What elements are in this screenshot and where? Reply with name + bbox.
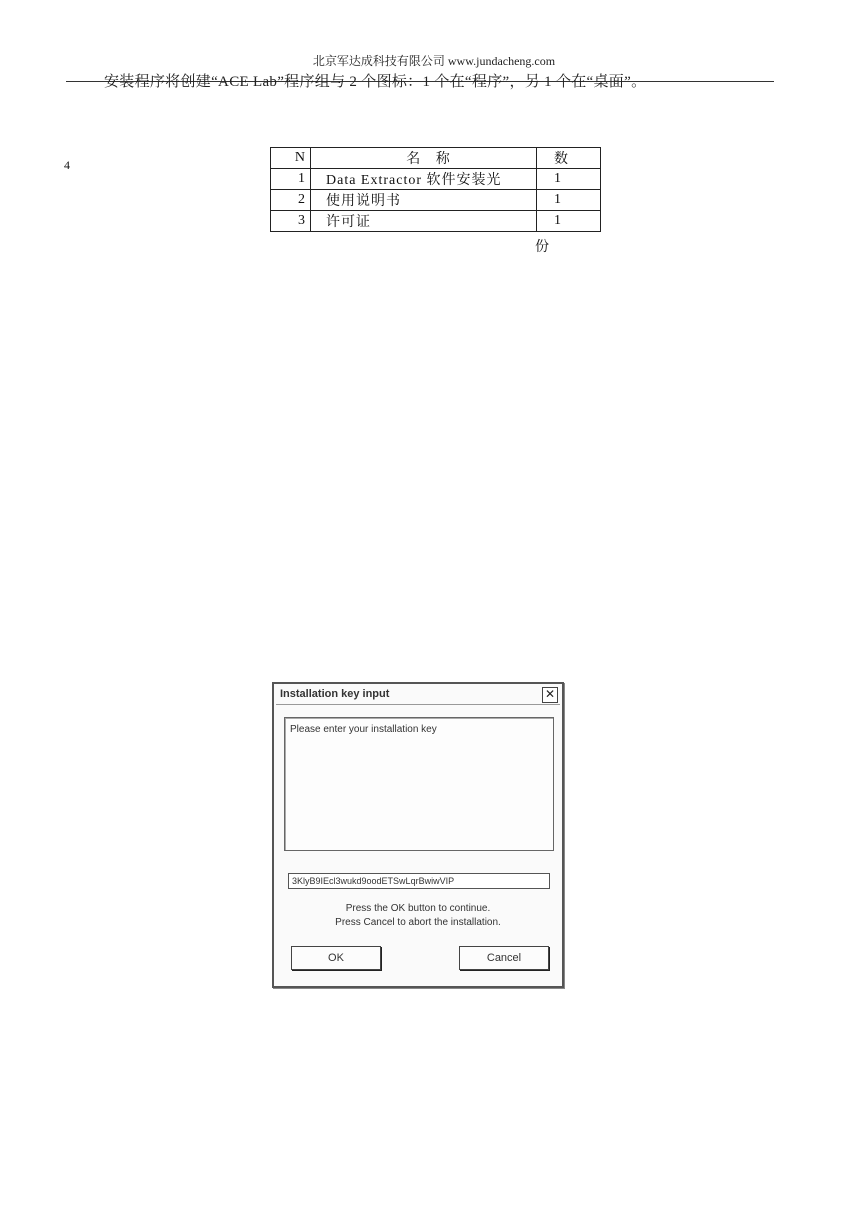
row-name: Data Extractor 软件安装光	[311, 169, 537, 190]
close-icon[interactable]: ✕	[542, 687, 558, 703]
cancel-button[interactable]: Cancel	[459, 946, 549, 970]
page-header: 北京军达成科技有限公司 www.jundacheng.com	[312, 54, 556, 68]
table-row	[271, 169, 601, 190]
row-name: 使用说明书	[311, 190, 537, 211]
ok-button[interactable]: OK	[291, 946, 381, 970]
installation-key-input[interactable]	[288, 873, 550, 889]
header-name: 名 称	[311, 148, 537, 169]
hint-abort: Press Cancel to abort the installation.	[335, 917, 501, 928]
header-qty: 数	[537, 148, 601, 169]
header-n: N	[271, 148, 311, 169]
dialog-message: Please enter your installation key	[290, 724, 437, 735]
row-name: 许可证	[311, 211, 537, 232]
row-n: 3	[271, 211, 311, 232]
intro-text: 安装程序将创建“ACE Lab”程序组与 2 个图标：1 个在“程序”，另 1 个在“桌面”。	[104, 74, 647, 90]
package-contents-table	[270, 147, 601, 232]
section-number: 4	[64, 158, 70, 172]
intro-paragraph	[66, 70, 774, 91]
dialog-title: Installation key input	[280, 688, 390, 700]
row-n: 1	[271, 169, 311, 190]
table-header-row	[271, 148, 601, 169]
table-row	[271, 190, 601, 211]
table-row	[271, 211, 601, 232]
message-area	[284, 717, 554, 851]
hint-continue: Press the OK button to continue.	[345, 903, 491, 914]
installation-key-dialog	[272, 682, 564, 988]
row-qty: 1	[537, 211, 601, 232]
row-qty: 1	[537, 169, 601, 190]
dialog-titlebar	[276, 686, 560, 705]
row-qty: 1	[537, 190, 601, 211]
row-n: 2	[271, 190, 311, 211]
quantity-unit: 份	[535, 240, 549, 255]
